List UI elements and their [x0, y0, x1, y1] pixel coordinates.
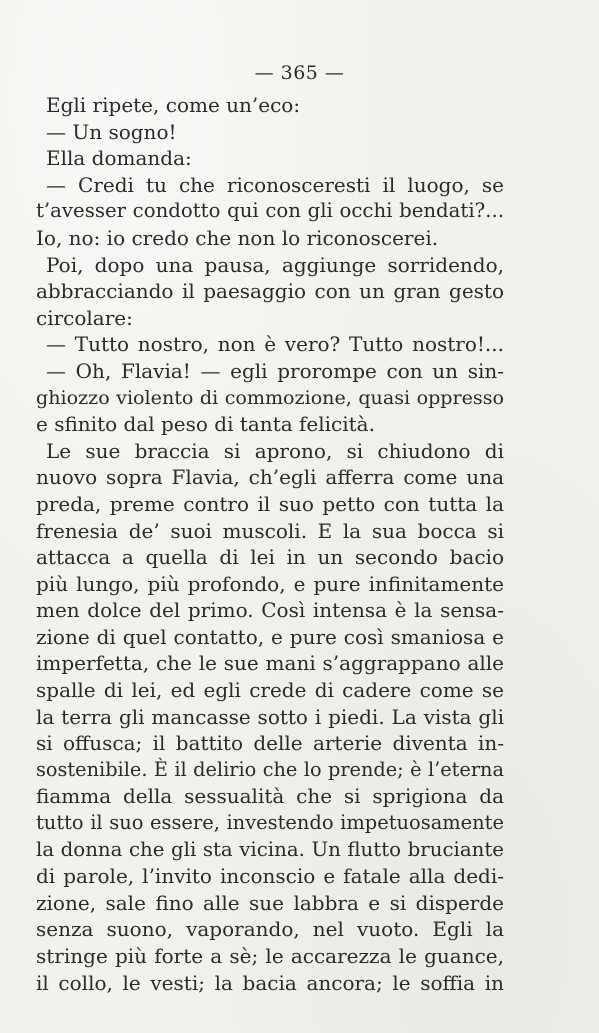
text-line: più lungo, più profondo, e pure infinitamente	[36, 571, 504, 596]
text-line: Poi, dopo una pausa, aggiunge sorridendo,	[46, 252, 504, 277]
text-line: — Tutto nostro, non è vero? Tutto nostro!...	[46, 332, 504, 357]
text-line: fiamma della sessualità che si sprigiona da	[36, 784, 504, 809]
text-line: t’avesser condotto qui con gli occhi bendati?...	[36, 199, 504, 223]
text-line: — Un sogno!	[46, 119, 177, 144]
text-line: di parole, l’invito inconscio e fatale alla dedi-	[36, 864, 504, 889]
text-line: zione di quel contatto, e pure così smaniosa e	[36, 624, 504, 649]
text-line: si offusca; il battito delle arterie diventa in-	[36, 731, 504, 756]
text-line: abbracciando il paesaggio con un gran gesto	[36, 279, 504, 304]
body-text	[36, 92, 504, 996]
text-line: circolare:	[36, 305, 133, 330]
text-line: ghiozzo violento di commozione, quasi oppresso	[36, 385, 504, 409]
text-line: spalle di lei, ed egli crede di cadere come se	[36, 678, 504, 703]
text-line: — Credi tu che riconosceresti il luogo, se	[46, 172, 504, 197]
text-line: men dolce del primo. Così intensa è la sensa-	[36, 598, 504, 623]
text-line: Io, no: io credo che non lo riconoscerei.	[36, 225, 439, 250]
text-line: attacca a quella di lei in un secondo bacio	[36, 545, 504, 570]
text-line: Ella domanda:	[46, 146, 192, 171]
text-line: nuovo sopra Flavia, ch’egli afferra come una	[36, 465, 504, 490]
page-number: — 365 —	[254, 62, 345, 84]
text-line: frenesia de’ suoi muscoli. E la sua bocca si	[36, 518, 504, 543]
text-line: e sfinito dal peso di tanta felicità.	[36, 412, 375, 437]
text-line: la terra gli mancasse sotto i piedi. La vista gli	[36, 704, 504, 729]
text-line: imperfetta, che le sue mani s’aggrappano alle	[36, 651, 504, 676]
text-line: il collo, le vesti; la bacia ancora; le soffia in	[36, 970, 504, 995]
text-line: Le sue braccia si aprono, si chiudono di	[46, 438, 504, 463]
text-line: stringe più forte a sè; le accarezza le guance,	[36, 944, 504, 968]
text-line: tutto il suo essere, investendo impetuosamente	[36, 811, 504, 835]
text-line: preda, preme contro il suo petto con tutta la	[36, 491, 504, 516]
text-line: sostenibile. È il delirio che lo prende; è l’eterna	[36, 757, 504, 781]
text-line: Egli ripete, come un’eco:	[46, 93, 301, 117]
text-line: — Oh, Flavia! — egli prorompe con un sin-	[46, 358, 504, 383]
text-line: la donna che gli sta vicina. Un flutto bruciante	[36, 837, 504, 861]
text-line: zione, sale fino alle sue labbra e si disperde	[36, 890, 504, 915]
text-line: senza suono, vaporando, nel vuoto. Egli la	[36, 917, 504, 942]
